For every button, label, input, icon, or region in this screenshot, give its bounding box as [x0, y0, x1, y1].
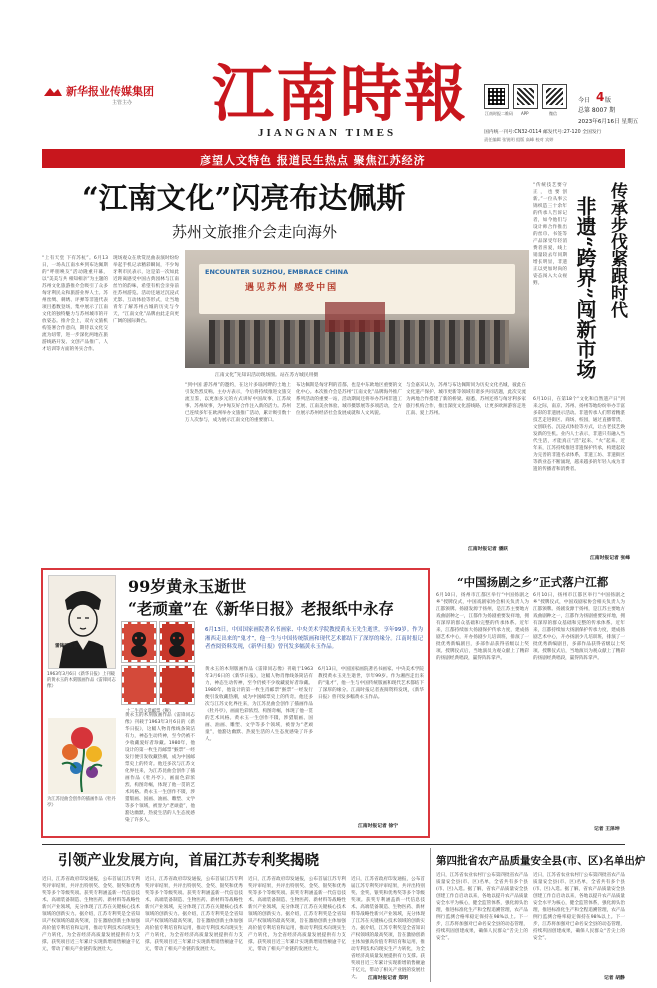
feature-headline-1: 99岁黄永玉逝世 [128, 577, 247, 596]
page-count: 4 [596, 90, 605, 104]
lead-subhead: 苏州文旅推介会走向海外 [172, 223, 338, 241]
monkey-stamp-2 [160, 622, 194, 662]
monkey-stamp [122, 622, 156, 662]
group-subtitle: 主管主办 [112, 100, 133, 106]
monkey-stamp-3 [122, 666, 156, 704]
feature-portrait [48, 575, 116, 669]
feature-body-1: 黄永玉的木刻版画作品《雷锋同志像》刊载于1963年3月6日的《新华日报》，这幅人物肖像线条简洁有力，神态生动传神，至今仍被不少收藏爱好者珍藏。1980年，他设计的第一枚生肖邮票“猴票”一经发行便引发收藏热潮，成为中国邮票史上的传奇。他还多次与江苏文化界往来，为江苏昆曲会创作了插画作品《牡丹亭》，画面色彩浓烈、构图奇崛，体现了他一贯的艺术风格。黄永玉一生创作不辍，涉猎版画、国画、油画、雕塑、文学等多个领域，被誉为“老顽童”，他豁达幽默、热爱生活的人生态度感染了许多人。 [125, 713, 195, 823]
opera-headline: “中国扬剧之乡”正式落户江都 [457, 575, 609, 589]
issue-number: 总第 8007 期 [578, 107, 616, 114]
lead-column-2: 现场观众在欣赏昆曲表演时纷纷举起手机记录精彩瞬间，不少匈牙利市民表示，这是第一次如此近距离感受中国古典园林与江南丝竹的韵味，希望有机会亲身前往苏州游览。活动还通过沉浸式光影、互动体验等形式，让当地青年了解苏州古城的历史与今天，“江南文化”品牌由此走向更广阔的国际舞台。 [113, 256, 179, 324]
side-headline-a: 传承步伐紧跟时代 [607, 182, 627, 318]
issue-date: 2023年6月16日 星期五 [578, 119, 639, 125]
lead-byline: 江南时报记者 潘跃 [468, 547, 509, 552]
peony-illustration [48, 718, 116, 794]
app-qr-icon [513, 84, 538, 109]
opera-body-2: 6月10日，扬州市江都区举行“中国扬剧之乡”授牌仪式，中国戏剧家协会相关负责人为江都颁牌。扬剧发源于扬州，是江苏主要地方戏曲剧种之一，江都作为扬剧重要发祥地，拥有深厚的群众基础和完整的传承体系。近年来，江都持续加大扬剧保护传承力度，建成扬剧艺术中心，开办扬剧少儿培训班，排演了一批优秀新编剧目，多部作品获得省级以上奖项。授牌仪式后，当地演员为观众献上了精彩的扬剧经典唱段，赢得阵阵掌声。 [533, 593, 625, 661]
bottom-column-rule [430, 848, 431, 982]
monkey-stamp-4 [160, 666, 194, 704]
lead-column-4: 布达佩斯是匈牙利的首都，也是中东欧地区重要的文化中心。本次推介会是苏州“江南文化”品牌海外推广系列活动的重要一站，活动期间还将举办苏州非遗工艺展、江南美食体验、城市摄影展等多项活动，全方位展示苏州经济社会发展成就和人文风貌。 [296, 383, 402, 416]
stamp-caption: 十二生肖文选邮票《猴》 [126, 709, 174, 714]
ip-byline: 江南时报记者 郑明 [368, 976, 409, 981]
feature-byline: 江南时报记者 徐宁 [358, 824, 399, 829]
masthead-title-en: JIANGNAN TIMES [258, 127, 397, 139]
group-logo-mark [42, 84, 64, 98]
lead-headline: “江南文化”闪亮布达佩斯 [82, 181, 406, 215]
banner-chinese: 遇见苏州 感受中国 [245, 283, 339, 293]
publication-code: 国内统一刊号:CN32-0114 邮发代号:27-120 全国发行 [484, 130, 602, 135]
lead-photo [185, 250, 529, 368]
ip-body-3: 近日，江苏省政府印发通报，公布首届江苏专利奖评审结果，共评出特别奖、金奖、银奖和优秀奖等多个等级奖项。获奖专利涵盖新一代信息技术、高端装备制造、生物医药、新材料等战略性新兴产业领域，充分体现了江苏在关键核心技术领域的创新实力。据介绍，江苏专利奖是全省知识产权领域的最高奖项，旨在激励创新主体加强高价值专利培育和运用，推动专利技术向现实生产力转化，为全省经济高质量发展提供有力支撑。获奖项目近三年累计实现新增销售额逾千亿元，带动了相关产业链的发展壮大。 [248, 877, 346, 952]
editor-credits: 责任编辑 张锐明 组版 高峰 校对 宾婷 [484, 137, 554, 142]
slogan-text: 彦望人文特色 报道民生热点 聚焦江苏经济 [200, 154, 426, 167]
side-headline-b: 非遗“跨界”闯新市场 [573, 196, 597, 380]
wechat-qr-icon [542, 84, 567, 109]
feature-headline-2: “老顽童”在《新华日报》老报纸中永存 [128, 599, 394, 618]
ip-body-2: 近日，江苏省政府印发通报，公布首届江苏专利奖评审结果，共评出特别奖、金奖、银奖和优秀奖等多个等级奖项。获奖专利涵盖新一代信息技术、高端装备制造、生物医药、新材料等战略性新兴产业领域，充分体现了江苏在关键核心技术领域的创新实力。据介绍，江苏专利奖是全省知识产权领域的最高奖项，旨在激励创新主体加强高价值专利培育和运用，推动专利技术向现实生产力转化，为全省经济高质量发展提供有力支撑。获奖项目近三年累计实现新增销售额逾千亿元，带动了相关产业链的发展壮大。 [145, 877, 243, 952]
feature-lead: 6月13日，中国国家画院著名书画家、中央美术学院教授黄永玉先生逝世，享年99岁。作为湘西走出来的“鬼才”，他一生与中国传统版画和现代艺术都结下了深厚的缘分。江南时报记者查阅资料发现，《新华日报》曾刊发多幅黄永玉作品。 [205, 627, 423, 651]
lead-column-1: “上有天堂 下有苏杭”。6月13日，一场从江南水乡到布达佩斯的“呼朋唤友”活动隆重开幕，以“美美与共 相知相亲”为主题的苏州文化旅游推介会吸引了众多匈牙利民众和旅游业界人士。苏州丝绸、刺绣、评弹等非遗代表项目悉数登场，集中展示了江南文化的独特魅力与苏州城市的开放姿态。推介会上，双方文旅机构签署合作意向，期待以文化交流为纽带，进一步深化两地在旅游线路开发、文创产品推广、人才培训等方面的务实合作。 [42, 256, 108, 352]
side-body-top: “传统技艺要守正，也要创新。”一位从事云锦织造三十余年的传承人告诉记者，如今他们与设计师合作推出的丝巾、书签等产品深受年轻消费者喜爱，线上销量较去年同期增长明显，非遗正以更加时尚的姿态闯入大众视野。 [533, 183, 567, 286]
side-byline: 江南时报记者 张峰 [590, 556, 631, 561]
opera-body-1: 6月10日，扬州市江都区举行“中国扬剧之乡”授牌仪式，中国戏剧家协会相关负责人为江都颁牌。扬剧发源于扬州，是江苏主要地方戏曲剧种之一，江都作为扬剧重要发祥地，拥有深厚的群众基础和完整的传承体系。近年来，江都持续加大扬剧保护传承力度，建成扬剧艺术中心，开办扬剧少儿培训班，排演了一批优秀新编剧目，多部作品获得省级以上奖项。授牌仪式后，当地演员为观众献上了精彩的扬剧经典唱段，赢得阵阵掌声。 [436, 593, 529, 661]
wechat-label: 微信 [549, 111, 557, 116]
food-body-1: 近日，江苏省农业农村厅公布第四批省农产品质量安全县(市、区)名单，全省共有多个县(市、区)入选。据了解，省农产品质量安全县创建工作自启动以来，各地以提升农产品质量安全水平为核心，健全监管体系，强化源头治理，推进标准化生产和全程追溯管理，农产品例行监测合格率稳定保持在98%以上。下一步，江苏将加强对已命名安全县的动态管理，持续巩固创建成果，确保人民群众“舌尖上的安全”。 [436, 873, 528, 941]
ip-body-1: 近日，江苏省政府印发通报，公布首届江苏专利奖评审结果，共评出特别奖、金奖、银奖和优秀奖等多个等级奖项。获奖专利涵盖新一代信息技术、高端装备制造、生物医药、新材料等战略性新兴产业领域，充分体现了江苏在关键核心技术领域的创新实力。据介绍，江苏专利奖是全省知识产权领域的最高奖项，旨在激励创新主体加强高价值专利培育和运用，推动专利技术向现实生产力转化，为全省经济高质量发展提供有力支撑。获奖项目近三年累计实现新增销售额逾千亿元，带动了相关产业链的发展壮大。 [42, 877, 140, 952]
food-body-2: 近日，江苏省农业农村厅公布第四批省农产品质量安全县(市、区)名单，全省共有多个县(市、区)入选。据了解，省农产品质量安全县创建工作自启动以来，各地以提升农产品质量安全水平为核心，健全监管体系，强化源头治理，推进标准化生产和全程追溯管理，农产品例行监测合格率稳定保持在98%以上。下一步，江苏将加强对已命名安全县的动态管理，持续巩固创建成果，确保人民群众“舌尖上的安全”。 [533, 873, 625, 941]
app-label: APP [521, 111, 529, 116]
portrait-caption: 1963年3月6日《新华日报》上刊载的黄永玉的木刻版画作品《雷锋同志像》 [47, 672, 116, 689]
peony-caption: 为江苏昆曲会创作的插画作品《牡丹亭》 [47, 797, 116, 808]
lead-column-5: 与会嘉宾认为，苏州与布达佩斯同为历史文化名城，彼此在文化遗产保护、城市更新等领域有诸多共同话题，此次交流为两地合作搭建了新的桥梁。据悉，苏州还将与匈牙利多家旅行机构合作，推出深度文化游线路，让更多欧洲游客走进江南、爱上苏州。 [406, 383, 526, 416]
lead-column-3: “到中国 游苏州”的邀约，在这片多瑙河畔的土地上引发热烈反响。主办方表示，今后将持续推进文旅交流互鉴，以更加多元的方式讲好中国故事、江苏故事、苏州故事，为中匈友好合作注入新的活力。苏州已连续多年在欧洲举办文旅推广活动，累计吸引数十万人次参与，成为展示江南文化的重要窗口。 [185, 383, 291, 423]
group-logo: 新华报业传媒集团 [66, 85, 154, 98]
ip-body-4: 近日，江苏省政府印发通报，公布首届江苏专利奖评审结果，共评出特别奖、金奖、银奖和优秀奖等多个等级奖项。获奖专利涵盖新一代信息技术、高端装备制造、生物医药、新材料等战略性新兴产业领域，充分体现了江苏在关键核心技术领域的创新实力。据介绍，江苏专利奖是全省知识产权领域的最高奖项，旨在激励创新主体加强高价值专利培育和运用，推动专利技术向现实生产力转化，为全省经济高质量发展提供有力支撑。获奖项目近三年累计实现新增销售额逾千亿元，带动了相关产业链的发展壮大。 [351, 877, 425, 980]
food-byline: 记者 胡静 [604, 976, 625, 981]
lead-photo-caption: 江南文化”先知识活动现场图。站在苏方城民用摄 [215, 373, 319, 378]
banner-english: ENCOUNTER SUZHOU, EMBRACE CHINA [205, 268, 349, 276]
page-unit: 版 [605, 97, 612, 104]
portrait-label: 雷锋同志像 [55, 644, 78, 649]
qr-code-icon [484, 84, 509, 109]
feature-body-3: 6月13日，中国国家画院著名书画家、中央美术学院教授黄永玉先生逝世，享年99岁。作为湘西走出来的“鬼才”，他一生与中国传统版画和现代艺术都结下了深厚的缘分。江南时报记者查阅资料发现，《新华日报》曾刊发多幅黄永玉作品。 [318, 667, 424, 700]
opera-byline: 记者 王泽坤 [594, 827, 620, 832]
day-label: 今日 [578, 97, 591, 104]
side-body: 6月10日，在第18个“文化和自然遗产日”到来之际，南京、苏州、扬州等地纷纷举办丰富多彩的非遗展示活动。非遗传承人们带着精湛技艺走进街区、商场、校园，通过直播带货、文创联名、沉浸式体验等方式，让古老技艺焕发新的生机。业内人士表示，非遗只有融入当代生活，才能真正“活”起来、“火”起来。近年来，江苏持续推进非遗保护传承，构建起较为完善的非遗名录体系，非遗工坊、非遗街区等新业态不断涌现，越来越多的年轻人成为非遗的传播者和消费者。 [533, 397, 625, 472]
bottom-divider [42, 844, 625, 845]
feature-body-2: 黄永玉的木刻版画作品《雷锋同志像》刊载于1963年3月6日的《新华日报》，这幅人物肖像线条简洁有力，神态生动传神，至今仍被不少收藏爱好者珍藏。1980年，他设计的第一枚生肖邮票“猴票”一经发行便引发收藏热潮，成为中国邮票史上的传奇。他还多次与江苏文化界往来，为江苏昆曲会创作了插画作品《牡丹亭》，画面色彩浓烈、构图奇崛，体现了他一贯的艺术风格。黄永玉一生创作不辍，涉猎版画、国画、油画、雕塑、文学等多个领域，被誉为“老顽童”，他豁达幽默、热爱生活的人生态度感染了许多人。 [205, 667, 313, 742]
food-headline: 第四批省农产品质量安全县(市、区)名单出炉 [436, 855, 646, 867]
qr-label: 江南时报二维码 [485, 111, 513, 116]
masthead-title: 江南時報 [212, 57, 469, 130]
ip-headline: 引领产业发展方向，首届江苏专利奖揭晓 [58, 852, 319, 869]
